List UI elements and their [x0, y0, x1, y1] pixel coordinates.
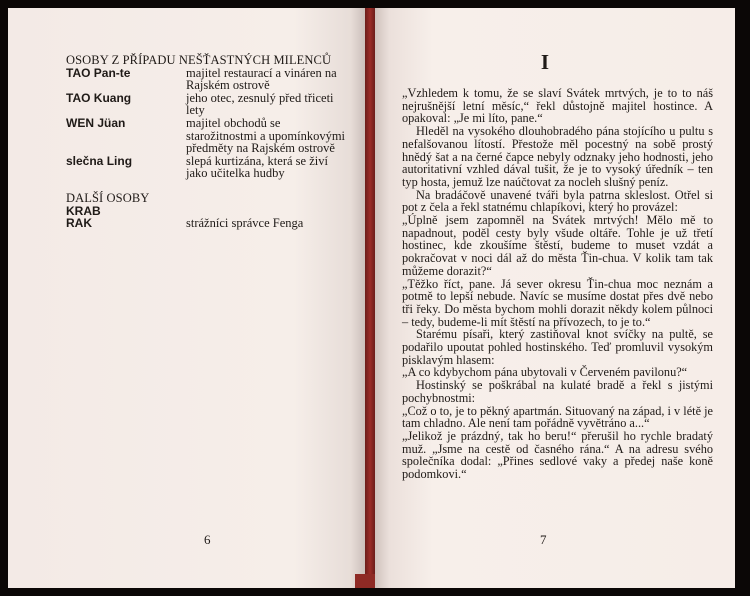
paragraph: „Úplně jsem zapomněl na Svátek mrtvých! Mělo mě to napadnout, poděl cesty byly všude oltáře. Tohle je už třetí hostinec, kde zkoušíme štěstí, budeme to muset vzdát a pokračovat v noci dál až do města Ťin-chua. V kolik tam tak můžeme dorazit?“	[402, 213, 713, 278]
cast-entry	[66, 117, 351, 155]
book-spine	[365, 8, 375, 588]
paragraph: Starému písaři, který zastiňoval knot svíčky na pultě, se podařilo upoutat pohled hostinského. Teď promluvil vysokým pisklavým hlasem:	[402, 327, 713, 367]
cast-heading: OSOBY Z PŘÍPADU NEŠŤASTNÝCH MILENCŮ	[66, 53, 332, 67]
cast-entry	[66, 92, 351, 117]
cast-name: WEN Jüan	[66, 115, 126, 130]
paragraph: Na bradáčově unavené tváři byla patrna skleslost. Otřel si pot z čela a řekl statnému chlapíkovi, který ho provázel:	[402, 187, 713, 215]
left-page	[8, 8, 365, 588]
chapter-title: I	[540, 50, 550, 74]
cast-entry	[66, 67, 351, 92]
cast-name: TAO Kuang	[66, 90, 132, 105]
paragraph: Hostinský se poškrábal na kulaté bradě a řekl s jistými pochybnostmi:	[402, 378, 713, 405]
cast-description: majitel restaurací a vináren na Rajském ostrově	[186, 65, 337, 93]
right-page	[375, 8, 735, 588]
page-number: 7	[540, 532, 547, 547]
cast-entry	[66, 155, 351, 180]
cast-list	[66, 54, 351, 230]
cast-name: slečna Ling	[66, 153, 133, 168]
cast-name: TAO Pan-te	[66, 65, 131, 80]
paragraph: „Jelikož je prázdný, tak ho beru!“ přerušil ho rychle bradatý muž. „Jsme na cestě od časného rána.“ A na adresu svého společníka dodal: „Přines sedlové vaky a předej naše koně podomkovi.“	[402, 428, 713, 482]
cast-description: jeho otec, zesnulý před třiceti lety	[186, 90, 334, 118]
cast-description: slepá kurtizána, která se živí jako učitelka hudby	[186, 153, 328, 181]
paragraph: „Což o to, je to pěkný apartmán. Situovaný na západ, i v létě je tam chladno. Ale není tam pořádně vyvětráno a...“	[402, 403, 713, 431]
cast-description: strážníci správce Fenga	[186, 216, 304, 231]
paragraph: „A co kdybychom pána ubytovali v Červeném pavilonu?“	[402, 365, 688, 380]
cast-name: RAK	[66, 216, 92, 231]
paragraph: „Vzhledem k tomu, že se slaví Svátek mrtvých, je to to náš nejrušnější letní měsíc,“ řekl důstojně majitel hostince. A opakoval: „Je mi líto, pane.“	[402, 86, 713, 126]
paragraph: Hleděl na vysokého dlouhobradého pána stojícího u pultu s nefalšovanou lítostí. Přestože měl pocestný na sobě prostý hnědý šat a na černé čapce nebyly odznaky jeho hodnosti, jeho autoritativní vzhled dával tušit, že je to vysoký úředník – ten typ hosta, jemuž lze naúčtovat za nocleh slušný peníz.	[402, 124, 713, 189]
page-number: 6	[204, 532, 211, 547]
chapter-text	[402, 87, 713, 481]
cast-description: majitel obchodů se starožitnostmi a upomínkovými předměty na Rajském ostrově	[186, 115, 346, 156]
book-spread	[8, 8, 742, 588]
paragraph: „Těžko říct, pane. Já sever okresu Ťin-chua moc neznám a potmě to lepší nebude. Navíc se musíme dostat přes dvě nebo tři řeky. Do města bychom mohli dorazit někdy kolem půlnoci – tedy, budeme-li mít štěstí na přívozech, to je to.“	[402, 276, 713, 329]
cast-name: KRAB	[66, 203, 101, 218]
cast-entry	[66, 217, 351, 230]
other-characters-heading: DALŠÍ OSOBY	[66, 190, 150, 205]
